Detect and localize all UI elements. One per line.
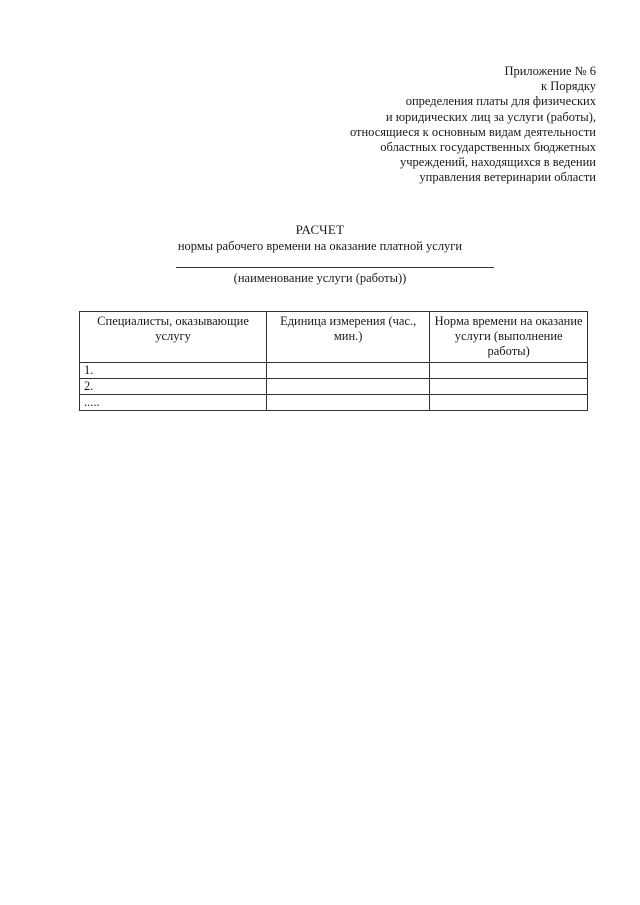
table-cell: [430, 363, 588, 379]
title-block: [0, 222, 640, 254]
document-subtitle: нормы рабочего времени на оказание платной услуги: [177, 239, 463, 253]
appendix-line: к Порядку: [541, 79, 596, 94]
table-header-row: [80, 312, 588, 363]
appendix-line: относящиеся к основным видам деятельности: [349, 124, 596, 139]
table-cell: 2.: [80, 379, 267, 395]
appendix-line: определения платы для физических: [405, 94, 596, 109]
appendix-line: Приложение № 6: [504, 64, 596, 78]
appendix-line: областных государственных бюджетных: [380, 140, 596, 155]
table-cell: [267, 395, 430, 411]
table-row: [80, 363, 588, 379]
time-norms-table: [79, 311, 588, 411]
appendix-header: [296, 64, 596, 186]
appendix-line: и юридических лиц за услуги (работы),: [385, 109, 596, 124]
service-name-blank-line: [176, 267, 494, 268]
table-cell: 1.: [80, 363, 267, 379]
appendix-line: учреждений, находящихся в ведении: [399, 155, 596, 170]
header-specialists: Специалисты, оказывающие услугу: [80, 312, 267, 363]
table-cell: [267, 379, 430, 395]
table-cell: [430, 379, 588, 395]
service-name-caption: (наименование услуги (работы)): [233, 271, 407, 285]
table-row: [80, 395, 588, 411]
header-time-norm: Норма времени на оказание услуги (выполнение работы): [430, 312, 588, 363]
table-cell: [267, 363, 430, 379]
header-unit: Единица измерения (час., мин.): [267, 312, 430, 363]
table-cell: .....: [80, 395, 267, 411]
table-row: [80, 379, 588, 395]
appendix-line: управления ветеринарии области: [419, 170, 596, 185]
table-cell: [430, 395, 588, 411]
document-title: РАСЧЕТ: [295, 222, 345, 237]
